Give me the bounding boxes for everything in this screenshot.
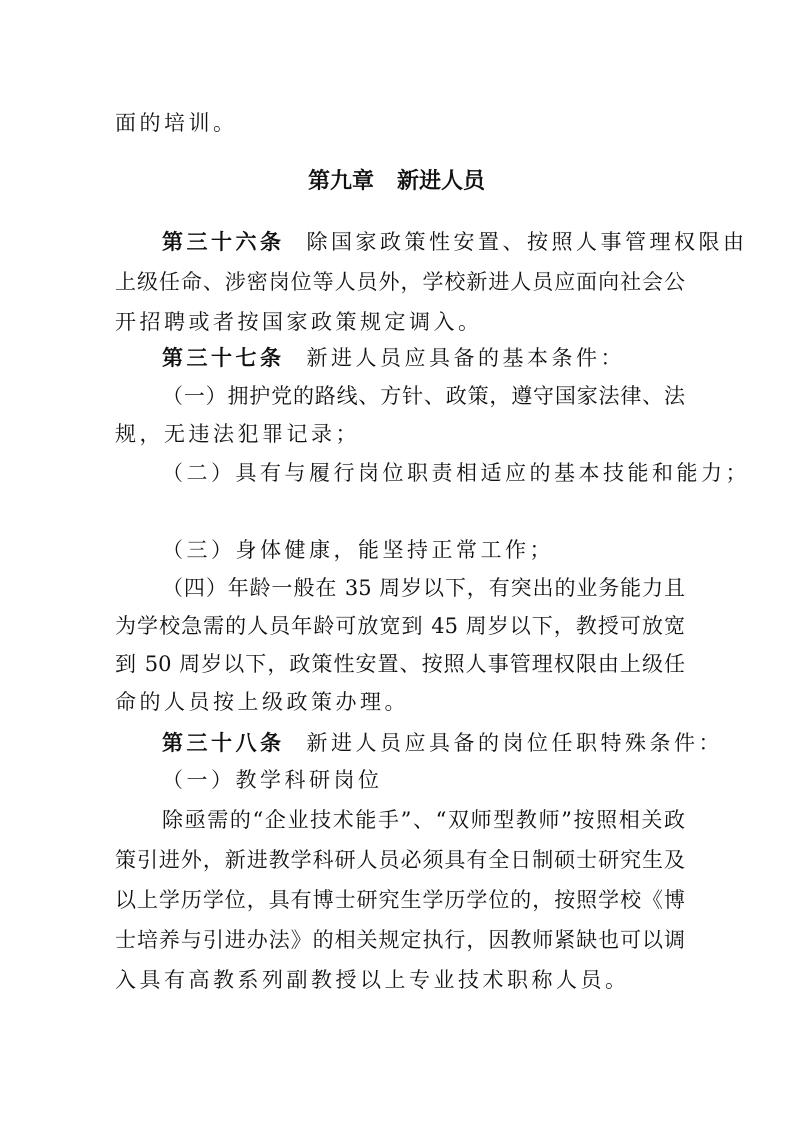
- paragraph-continuation: 面的培训。: [115, 111, 238, 135]
- article-37-item-1-line-1: （一）拥护党的路线、方针、政策，遵守国家法律、法: [162, 384, 685, 408]
- article-38-para-line-5: 入具有高教系列副教授以上专业技术职称人员。: [115, 968, 630, 992]
- article-37-item-4-line-3: 到 50 周岁以下，政策性安置、按照人事管理权限由上级任: [115, 652, 685, 676]
- article-37-item-1-line-2: 规，无违法犯罪记录；: [115, 422, 360, 446]
- article-37-number: 第三十七条: [162, 346, 285, 370]
- article-36-line-2: 上级任命、涉密岗位等人员外，学校新进人员应面向社会公: [115, 270, 685, 294]
- article-38-para-line-4: 士培养与引进办法》的相关规定执行，因教师紧缺也可以调: [115, 928, 685, 952]
- article-36-text: 除国家政策性安置、按照人事管理权限由: [306, 230, 748, 254]
- article-37-item-2: （二）具有与履行岗位职责相适应的基本技能和能力；: [162, 461, 750, 485]
- article-38-line-1: [162, 728, 723, 758]
- article-37-text: 新进人员应具备的基本条件：: [306, 346, 625, 370]
- article-36-number: 第三十六条: [162, 230, 285, 254]
- article-37-item-3: （三）身体健康，能坚持正常工作；: [162, 538, 554, 562]
- article-36-line-1: [162, 227, 748, 257]
- article-38-para-line-1: 除亟需的“企业技术能手”、“双师型教师”按照相关政: [162, 808, 685, 832]
- chapter-heading: 第九章 新进人员: [308, 169, 485, 194]
- article-38-para-line-3: 以上学历学位，具有博士研究生学历学位的，按照学校《博: [115, 888, 685, 912]
- article-38-item-1: （一）教学科研岗位: [162, 768, 383, 792]
- article-37-line-1: [162, 343, 685, 373]
- article-36-line-3: 开招聘或者按国家政策规定调入。: [115, 310, 483, 334]
- article-37-item-4-line-4: 命的人员按上级政策办理。: [115, 690, 409, 714]
- article-38-number: 第三十八条: [162, 731, 285, 755]
- article-37-item-4-line-1: （四）年龄一般在 35 周岁以下，有突出的业务能力且: [162, 576, 685, 600]
- article-37-item-4-line-2: 为学校急需的人员年龄可放宽到 45 周岁以下，教授可放宽: [115, 614, 685, 638]
- article-38-para-line-2: 策引进外，新进教学科研人员必须具有全日制硕士研究生及: [115, 848, 685, 872]
- article-38-text: 新进人员应具备的岗位任职特殊条件：: [306, 731, 723, 755]
